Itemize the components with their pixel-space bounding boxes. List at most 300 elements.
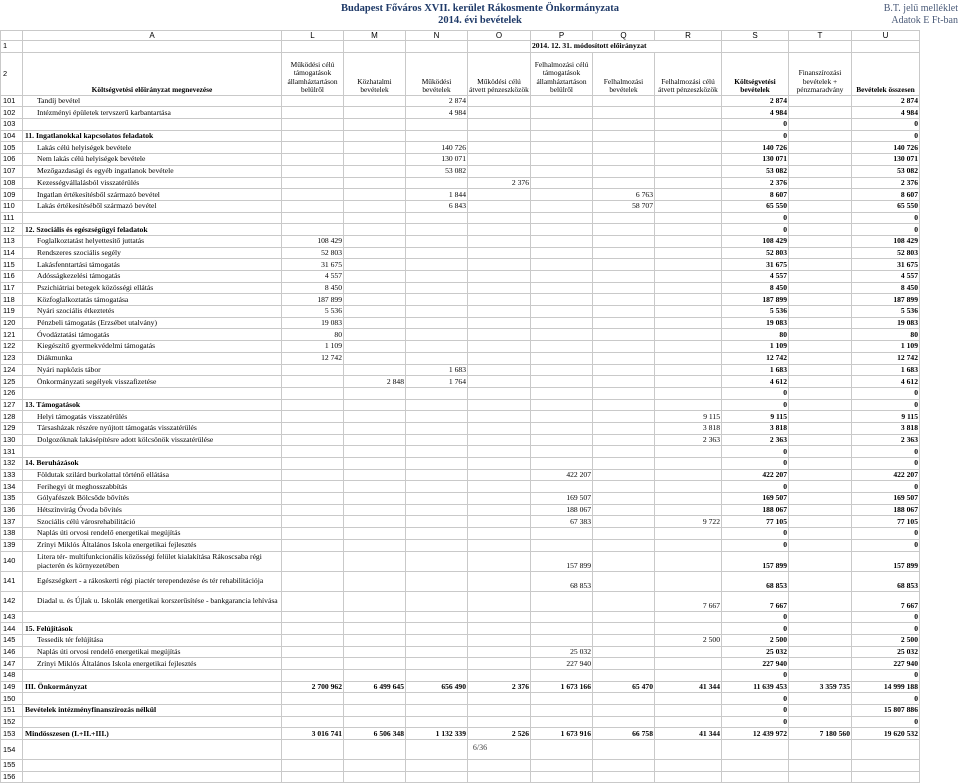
cell-p[interactable]: 67 383 <box>531 516 593 528</box>
row-number[interactable]: 133 <box>1 469 23 481</box>
row-label[interactable]: Társasházak részére nyújtott támogatás visszatérülés <box>23 422 282 434</box>
cell-l[interactable] <box>282 528 344 540</box>
cell-s[interactable]: 68 853 <box>722 571 789 591</box>
cell-n[interactable] <box>406 177 468 189</box>
cell-t[interactable] <box>789 646 852 658</box>
cell-s[interactable]: 4 557 <box>722 271 789 283</box>
column-header-n[interactable]: N <box>406 31 468 41</box>
cell-q[interactable] <box>593 591 655 611</box>
cell-n[interactable] <box>406 551 468 571</box>
cell-r[interactable] <box>655 165 722 177</box>
cell-t[interactable]: 3 359 735 <box>789 681 852 693</box>
cell-t[interactable] <box>789 119 852 131</box>
row-number[interactable]: 107 <box>1 165 23 177</box>
cell-m[interactable] <box>344 771 406 783</box>
cell-u[interactable]: 1 683 <box>852 364 920 376</box>
cell-q[interactable]: 6 763 <box>593 189 655 201</box>
cell-n[interactable]: 656 490 <box>406 681 468 693</box>
cell-t[interactable] <box>789 177 852 189</box>
cell-s[interactable]: 187 899 <box>722 294 789 306</box>
cell-m[interactable] <box>344 364 406 376</box>
cell-l[interactable] <box>282 611 344 623</box>
cell-n[interactable]: 1 844 <box>406 189 468 201</box>
cell-n[interactable] <box>406 481 468 493</box>
cell-p[interactable] <box>531 376 593 388</box>
cell-s[interactable]: 0 <box>722 716 789 728</box>
row-label[interactable]: Önkormányzati segélyek visszafizetése <box>23 376 282 388</box>
cell-n[interactable] <box>406 658 468 670</box>
cell-r[interactable] <box>655 341 722 353</box>
cell-p[interactable] <box>531 422 593 434</box>
cell-m[interactable] <box>344 434 406 446</box>
cell[interactable] <box>468 41 531 53</box>
cell-l[interactable] <box>282 516 344 528</box>
cell-p[interactable] <box>531 154 593 166</box>
cell-n[interactable] <box>406 329 468 341</box>
cell-o[interactable] <box>468 504 531 516</box>
cell-n[interactable] <box>406 646 468 658</box>
column-header-o[interactable]: O <box>468 31 531 41</box>
cell-o[interactable] <box>468 634 531 646</box>
cell-t[interactable] <box>789 294 852 306</box>
cell-n[interactable] <box>406 693 468 705</box>
cell-t[interactable] <box>789 352 852 364</box>
cell-n[interactable] <box>406 716 468 728</box>
cell-q[interactable] <box>593 95 655 107</box>
cell-m[interactable] <box>344 294 406 306</box>
row-number[interactable]: 130 <box>1 434 23 446</box>
cell-r[interactable] <box>655 130 722 142</box>
cell-q[interactable] <box>593 130 655 142</box>
cell[interactable] <box>406 41 468 53</box>
cell-u[interactable]: 0 <box>852 716 920 728</box>
cell-q[interactable] <box>593 716 655 728</box>
cell-p[interactable]: 169 507 <box>531 493 593 505</box>
row-number[interactable]: 122 <box>1 341 23 353</box>
cell-p[interactable] <box>531 434 593 446</box>
cell-p[interactable]: 1 673 166 <box>531 681 593 693</box>
cell-o[interactable] <box>468 352 531 364</box>
cell-r[interactable] <box>655 259 722 271</box>
cell-q[interactable] <box>593 224 655 236</box>
cell-t[interactable] <box>789 142 852 154</box>
cell-t[interactable]: 7 180 560 <box>789 728 852 740</box>
cell-t[interactable] <box>789 434 852 446</box>
cell-l[interactable] <box>282 551 344 571</box>
cell-n[interactable] <box>406 317 468 329</box>
cell-s[interactable]: 53 082 <box>722 165 789 177</box>
cell-t[interactable] <box>789 306 852 318</box>
cell-l[interactable] <box>282 493 344 505</box>
cell-l[interactable] <box>282 95 344 107</box>
cell-n[interactable] <box>406 504 468 516</box>
cell-q[interactable] <box>593 634 655 646</box>
cell-q[interactable] <box>593 142 655 154</box>
cell-l[interactable]: 8 450 <box>282 282 344 294</box>
cell-o[interactable] <box>468 516 531 528</box>
row-label[interactable]: Ingatlan értékesítésből származó bevétel <box>23 189 282 201</box>
cell-q[interactable] <box>593 493 655 505</box>
cell-t[interactable] <box>789 189 852 201</box>
cell-o[interactable] <box>468 329 531 341</box>
row-label[interactable] <box>23 446 282 458</box>
cell-m[interactable] <box>344 224 406 236</box>
cell-s[interactable]: 5 536 <box>722 306 789 318</box>
cell-p[interactable] <box>531 200 593 212</box>
cell-q[interactable] <box>593 446 655 458</box>
row-label[interactable] <box>23 669 282 681</box>
cell-s[interactable]: 2 874 <box>722 95 789 107</box>
row-label[interactable]: Litera tér- multifunkcionális közösségi felület kialakítása Rákoscsaba régi piacterén és környezetében <box>23 551 282 571</box>
row-number[interactable]: 146 <box>1 646 23 658</box>
cell-r[interactable] <box>655 200 722 212</box>
cell-r[interactable] <box>655 329 722 341</box>
row-number[interactable]: 119 <box>1 306 23 318</box>
cell-l[interactable] <box>282 458 344 470</box>
cell-p[interactable] <box>531 224 593 236</box>
cell-m[interactable] <box>344 504 406 516</box>
row-number[interactable]: 2 <box>1 52 23 95</box>
cell-p[interactable] <box>531 247 593 259</box>
cell-m[interactable] <box>344 481 406 493</box>
cell-o[interactable] <box>468 411 531 423</box>
row-label[interactable]: Mindösszesen (I.+II.+III.) <box>23 728 282 740</box>
cell-l[interactable] <box>282 200 344 212</box>
cell-u[interactable]: 9 115 <box>852 411 920 423</box>
cell-u[interactable]: 4 557 <box>852 271 920 283</box>
cell-u[interactable]: 15 807 886 <box>852 705 920 717</box>
cell[interactable] <box>344 41 406 53</box>
cell-m[interactable] <box>344 235 406 247</box>
cell-s[interactable]: 1 683 <box>722 364 789 376</box>
cell-s[interactable]: 8 607 <box>722 189 789 201</box>
cell-m[interactable] <box>344 387 406 399</box>
row-number[interactable]: 108 <box>1 177 23 189</box>
cell-n[interactable]: 6 843 <box>406 200 468 212</box>
cell-n[interactable] <box>406 446 468 458</box>
cell-q[interactable] <box>593 294 655 306</box>
row-label[interactable]: Nyári szociális étkeztetés <box>23 306 282 318</box>
cell-m[interactable] <box>344 493 406 505</box>
cell-p[interactable] <box>531 271 593 283</box>
cell-m[interactable]: 6 506 348 <box>344 728 406 740</box>
cell-r[interactable]: 3 818 <box>655 422 722 434</box>
row-label[interactable]: Helyi támogatás visszatérülés <box>23 411 282 423</box>
cell-s[interactable]: 19 083 <box>722 317 789 329</box>
cell-m[interactable] <box>344 716 406 728</box>
cell-s[interactable]: 8 450 <box>722 282 789 294</box>
cell-p[interactable] <box>531 95 593 107</box>
row-number[interactable]: 141 <box>1 571 23 591</box>
row-number[interactable]: 147 <box>1 658 23 670</box>
row-label[interactable]: Nem lakás célú helyiségek bevétele <box>23 154 282 166</box>
cell-s[interactable]: 3 818 <box>722 422 789 434</box>
cell-q[interactable] <box>593 271 655 283</box>
cell-q[interactable] <box>593 247 655 259</box>
cell-u[interactable]: 0 <box>852 539 920 551</box>
cell-r[interactable] <box>655 469 722 481</box>
cell-l[interactable] <box>282 189 344 201</box>
cell-s[interactable]: 0 <box>722 387 789 399</box>
cell-s[interactable]: 0 <box>722 119 789 131</box>
cell-r[interactable] <box>655 352 722 364</box>
cell-m[interactable] <box>344 571 406 591</box>
cell-t[interactable] <box>789 235 852 247</box>
cell-s[interactable]: 0 <box>722 399 789 411</box>
cell-o[interactable] <box>468 539 531 551</box>
cell-p[interactable] <box>531 130 593 142</box>
row-label[interactable]: Hétszínvirág Óvoda bővítés <box>23 504 282 516</box>
cell-q[interactable]: 65 470 <box>593 681 655 693</box>
cell-o[interactable] <box>468 591 531 611</box>
cell-m[interactable] <box>344 271 406 283</box>
cell-r[interactable] <box>655 551 722 571</box>
row-label[interactable]: Lakásfenntartási támogatás <box>23 259 282 271</box>
cell-m[interactable] <box>344 399 406 411</box>
cell-m[interactable] <box>344 130 406 142</box>
cell-m[interactable] <box>344 611 406 623</box>
cell-p[interactable]: 227 940 <box>531 658 593 670</box>
row-number[interactable]: 143 <box>1 611 23 623</box>
cell-q[interactable] <box>593 399 655 411</box>
cell-r[interactable] <box>655 154 722 166</box>
row-label[interactable]: Közfoglalkoztatás támogatása <box>23 294 282 306</box>
cell-p[interactable] <box>531 294 593 306</box>
row-label[interactable]: 11. Ingatlanokkal kapcsolatos feladatok <box>23 130 282 142</box>
cell-u[interactable]: 8 450 <box>852 282 920 294</box>
cell-n[interactable] <box>406 271 468 283</box>
cell-m[interactable] <box>344 646 406 658</box>
row-label[interactable] <box>23 387 282 399</box>
cell-r[interactable] <box>655 212 722 224</box>
cell-q[interactable] <box>593 760 655 772</box>
cell-o[interactable] <box>468 611 531 623</box>
cell-q[interactable] <box>593 434 655 446</box>
header-l[interactable]: Működési célú támogatások államháztartáson belülről <box>282 52 344 95</box>
cell-t[interactable] <box>789 329 852 341</box>
cell-s[interactable]: 130 071 <box>722 154 789 166</box>
cell-l[interactable] <box>282 623 344 635</box>
cell-q[interactable] <box>593 235 655 247</box>
cell-m[interactable] <box>344 154 406 166</box>
cell-q[interactable] <box>593 771 655 783</box>
cell-u[interactable]: 227 940 <box>852 658 920 670</box>
cell-m[interactable] <box>344 422 406 434</box>
cell-u[interactable]: 2 363 <box>852 434 920 446</box>
cell-t[interactable] <box>789 771 852 783</box>
cell-r[interactable] <box>655 119 722 131</box>
row-number[interactable]: 125 <box>1 376 23 388</box>
cell-q[interactable] <box>593 376 655 388</box>
cell-o[interactable] <box>468 387 531 399</box>
row-number[interactable]: 106 <box>1 154 23 166</box>
cell-q[interactable] <box>593 341 655 353</box>
row-number[interactable]: 113 <box>1 235 23 247</box>
cell-q[interactable] <box>593 516 655 528</box>
cell-r[interactable] <box>655 760 722 772</box>
cell-s[interactable]: 188 067 <box>722 504 789 516</box>
cell-p[interactable] <box>531 716 593 728</box>
cell-t[interactable] <box>789 422 852 434</box>
cell-u[interactable]: 0 <box>852 399 920 411</box>
cell-l[interactable] <box>282 177 344 189</box>
cell-l[interactable] <box>282 446 344 458</box>
row-number[interactable]: 153 <box>1 728 23 740</box>
cell-m[interactable] <box>344 669 406 681</box>
cell-p[interactable] <box>531 623 593 635</box>
cell-p[interactable] <box>531 235 593 247</box>
cell-r[interactable] <box>655 571 722 591</box>
cell-o[interactable]: 2 376 <box>468 681 531 693</box>
cell-p[interactable] <box>531 669 593 681</box>
row-number[interactable]: 120 <box>1 317 23 329</box>
cell-q[interactable] <box>593 212 655 224</box>
cell-p[interactable] <box>531 119 593 131</box>
cell-u[interactable]: 2 500 <box>852 634 920 646</box>
cell-q[interactable] <box>593 623 655 635</box>
cell-l[interactable] <box>282 212 344 224</box>
cell-o[interactable] <box>468 200 531 212</box>
cell-r[interactable] <box>655 611 722 623</box>
cell-q[interactable] <box>593 469 655 481</box>
cell-u[interactable]: 1 109 <box>852 341 920 353</box>
cell-p[interactable] <box>531 282 593 294</box>
cell-m[interactable] <box>344 165 406 177</box>
cell-q[interactable] <box>593 411 655 423</box>
row-number[interactable]: 101 <box>1 95 23 107</box>
cell-o[interactable] <box>468 646 531 658</box>
cell-o[interactable] <box>468 154 531 166</box>
cell-r[interactable] <box>655 446 722 458</box>
cell-l[interactable] <box>282 376 344 388</box>
cell-p[interactable] <box>531 212 593 224</box>
cell-u[interactable]: 2 874 <box>852 95 920 107</box>
row-label[interactable]: Óvodáztatási támogatás <box>23 329 282 341</box>
cell-r[interactable] <box>655 669 722 681</box>
cell-r[interactable] <box>655 317 722 329</box>
cell-q[interactable] <box>593 551 655 571</box>
row-label[interactable]: 12. Szociális és egészségügyi feladatok <box>23 224 282 236</box>
cell-r[interactable]: 2 500 <box>655 634 722 646</box>
cell-u[interactable]: 31 675 <box>852 259 920 271</box>
column-header-t[interactable]: T <box>789 31 852 41</box>
cell-t[interactable] <box>789 399 852 411</box>
cell-l[interactable] <box>282 669 344 681</box>
row-number[interactable]: 123 <box>1 352 23 364</box>
cell-t[interactable] <box>789 224 852 236</box>
cell-t[interactable] <box>789 271 852 283</box>
cell-t[interactable] <box>789 387 852 399</box>
row-label[interactable]: Foglalkoztatást helyettesítő juttatás <box>23 235 282 247</box>
cell-o[interactable] <box>468 224 531 236</box>
cell-o[interactable] <box>468 142 531 154</box>
cell-t[interactable] <box>789 481 852 493</box>
cell-p[interactable] <box>531 481 593 493</box>
cell-q[interactable] <box>593 329 655 341</box>
cell-u[interactable] <box>852 760 920 772</box>
cell[interactable] <box>852 41 920 53</box>
cell-s[interactable]: 2 500 <box>722 634 789 646</box>
cell-u[interactable]: 19 620 532 <box>852 728 920 740</box>
cell-l[interactable] <box>282 107 344 119</box>
cell-m[interactable] <box>344 469 406 481</box>
cell-r[interactable]: 9 115 <box>655 411 722 423</box>
cell-u[interactable]: 14 999 188 <box>852 681 920 693</box>
cell-t[interactable] <box>789 591 852 611</box>
cell-s[interactable]: 31 675 <box>722 259 789 271</box>
cell-u[interactable]: 0 <box>852 212 920 224</box>
cell-l[interactable]: 19 083 <box>282 317 344 329</box>
cell-l[interactable]: 1 109 <box>282 341 344 353</box>
row-number[interactable]: 135 <box>1 493 23 505</box>
row-label[interactable] <box>23 716 282 728</box>
cell-m[interactable] <box>344 705 406 717</box>
row-number[interactable]: 142 <box>1 591 23 611</box>
cell-l[interactable]: 3 016 741 <box>282 728 344 740</box>
cell-n[interactable] <box>406 387 468 399</box>
cell-s[interactable]: 9 115 <box>722 411 789 423</box>
column-header-a[interactable]: A <box>23 31 282 41</box>
cell-m[interactable] <box>344 516 406 528</box>
cell-l[interactable]: 12 742 <box>282 352 344 364</box>
cell-o[interactable] <box>468 422 531 434</box>
cell-t[interactable] <box>789 623 852 635</box>
cell-q[interactable] <box>593 646 655 658</box>
cell-t[interactable] <box>789 317 852 329</box>
cell-p[interactable] <box>531 352 593 364</box>
cell-m[interactable] <box>344 200 406 212</box>
cell-u[interactable]: 0 <box>852 224 920 236</box>
header-q[interactable]: Felhalmozási bevételek <box>593 52 655 95</box>
row-number[interactable]: 148 <box>1 669 23 681</box>
cell-r[interactable] <box>655 177 722 189</box>
row-label[interactable]: Diákmunka <box>23 352 282 364</box>
cell-s[interactable]: 77 105 <box>722 516 789 528</box>
cell-p[interactable] <box>531 458 593 470</box>
cell-p[interactable]: 157 899 <box>531 551 593 571</box>
cell-s[interactable]: 0 <box>722 539 789 551</box>
cell-t[interactable] <box>789 458 852 470</box>
cell-m[interactable] <box>344 623 406 635</box>
cell-m[interactable] <box>344 142 406 154</box>
cell-s[interactable]: 0 <box>722 528 789 540</box>
cell-q[interactable] <box>593 259 655 271</box>
cell-p[interactable] <box>531 364 593 376</box>
cell-t[interactable] <box>789 658 852 670</box>
cell-r[interactable] <box>655 306 722 318</box>
row-number[interactable]: 114 <box>1 247 23 259</box>
cell-s[interactable]: 52 803 <box>722 247 789 259</box>
cell-n[interactable] <box>406 399 468 411</box>
cell-p[interactable] <box>531 528 593 540</box>
cell-q[interactable] <box>593 317 655 329</box>
cell-l[interactable] <box>282 411 344 423</box>
cell-p[interactable] <box>531 189 593 201</box>
cell-s[interactable]: 0 <box>722 212 789 224</box>
cell-n[interactable] <box>406 235 468 247</box>
cell-n[interactable] <box>406 212 468 224</box>
row-number[interactable]: 136 <box>1 504 23 516</box>
header-u[interactable]: Bevételek összesen <box>852 52 920 95</box>
cell-t[interactable] <box>789 411 852 423</box>
cell-o[interactable] <box>468 771 531 783</box>
cell-t[interactable] <box>789 504 852 516</box>
cell-l[interactable] <box>282 481 344 493</box>
cell-u[interactable]: 0 <box>852 119 920 131</box>
cell-u[interactable]: 188 067 <box>852 504 920 516</box>
cell-u[interactable]: 80 <box>852 329 920 341</box>
cell-u[interactable]: 5 536 <box>852 306 920 318</box>
